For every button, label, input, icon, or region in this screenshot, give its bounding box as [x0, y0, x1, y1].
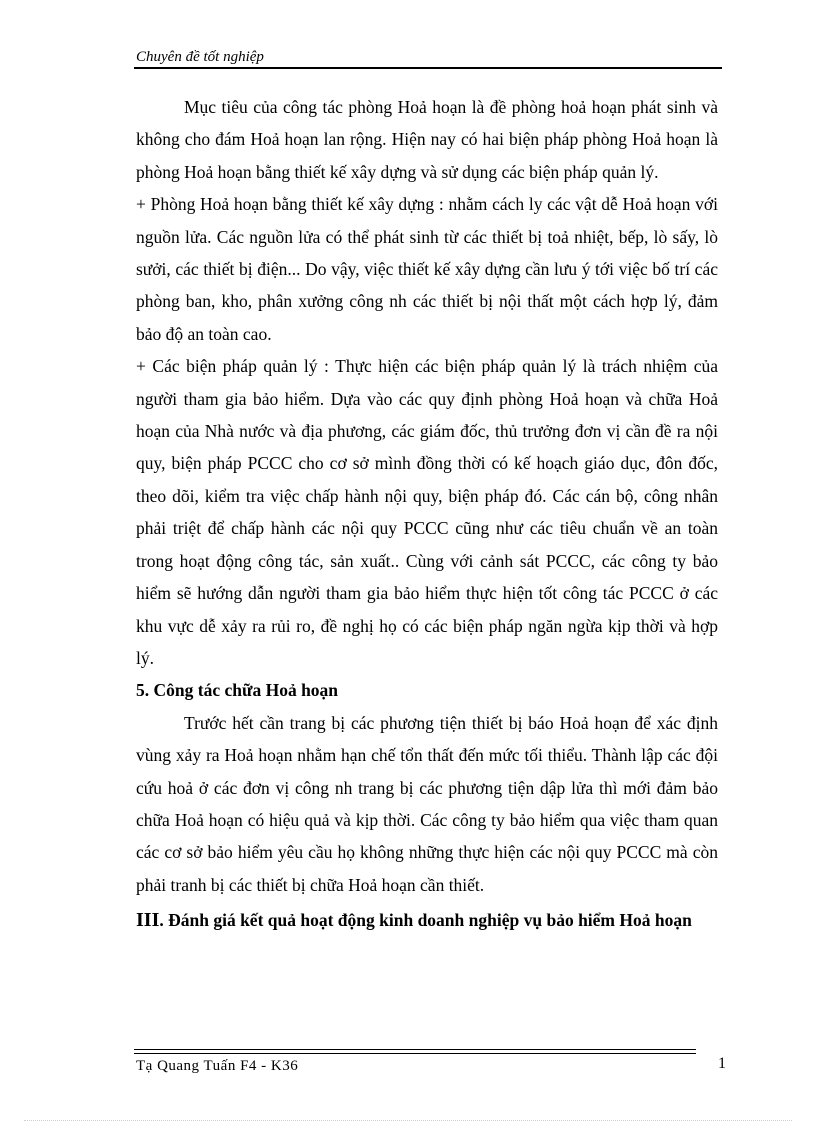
page-number: 1 [718, 1055, 726, 1072]
chapter-heading [136, 901, 718, 936]
section-heading-firefighting: 5. Công tác chữa Hoả hoạn [136, 680, 339, 701]
document-body [136, 91, 718, 937]
paragraph-construction-design: + Phòng Hoả hoạn bằng thiết kế xây dựng : nhằm cách ly các vật dễ Hoả hoạn với nguồn lửa. Các nguồn lửa có thể phát sinh từ các thiết bị toả nhiệt, bếp, lò sấy, lò sưởi, các thiết bị điện... Do vậy, việc thiết kế xây dựng cần lưu ý tới việc bố trí các phòng ban, kho, phân xưởng công nh các thiết bị nội thất một cách hợp lý, đảm bảo độ an toàn cao. [136, 194, 718, 344]
footer-author: Tạ Quang Tuấn F4 - K36 [136, 1058, 299, 1074]
paragraph-management-measures: + Các biện pháp quản lý : Thực hiện các biện pháp quản lý là trách nhiệm của người tham gia bảo hiểm. Dựa vào các quy định phòng Hoả hoạn và chữa Hoả hoạn của Nhà nước và địa phương, các giám đốc, thủ trưởng đơn vị cần đề ra nội quy, biện pháp PCCC cho cơ sở mình đồng thời có kế hoạch giáo dục, đôn đốc, theo dõi, kiểm tra việc chấp hành nội quy, biện pháp đó. Các cán bộ, công nhân phải triệt để chấp hành các nội quy PCCC cũng như các tiêu chuẩn về an toàn trong hoạt động công tác, sản xuất.. Cùng với cảnh sát PCCC, các công ty bảo hiểm sẽ hướng dẫn người tham gia bảo hiểm thực hiện tốt công tác PCCC ở các khu vực dễ xảy ra rủi ro, đề nghị họ có các biện pháp ngăn ngừa kịp thời và hợp lý. [136, 356, 718, 668]
chapter-heading-text: . Đánh giá kết quả hoạt động kinh doanh nghiệp vụ bảo hiểm Hoả hoạn [159, 910, 692, 931]
chapter-roman-numeral: III [136, 909, 160, 932]
footer-divider [134, 1049, 696, 1054]
page-edge-dotted-line [24, 1120, 792, 1121]
running-header-title: Chuyên đề tốt nghiệp [136, 49, 264, 65]
paragraph-fire-prevention-goal: Mục tiêu của công tác phòng Hoả hoạn là đề phòng hoả hoạn phát sinh và không cho đám Hoả hoạn lan rộng. Hiện nay có hai biện pháp phòng Hoả hoạn là phòng Hoả hoạn bằng thiết kế xây dựng và sử dụng các biện pháp quản lý. [136, 97, 718, 182]
paragraph-firefighting-work: Trước hết cần trang bị các phương tiện thiết bị báo Hoả hoạn để xác định vùng xảy ra Hoả hoạn nhằm hạn chế tổn thất đến mức tối thiểu. Thành lập các đội cứu hoả ở các đơn vị công nh trang bị các phương tiện dập lửa thì mới đảm bảo chữa Hoả hoạn có hiệu quả và kịp thời. Các công ty bảo hiểm qua việc tham quan các cơ sở bảo hiểm yêu cầu họ không những thực hiện các nội quy PCCC mà còn phải tranh bị các thiết bị chữa Hoả hoạn cần thiết. [136, 712, 718, 895]
header-divider [134, 67, 722, 69]
